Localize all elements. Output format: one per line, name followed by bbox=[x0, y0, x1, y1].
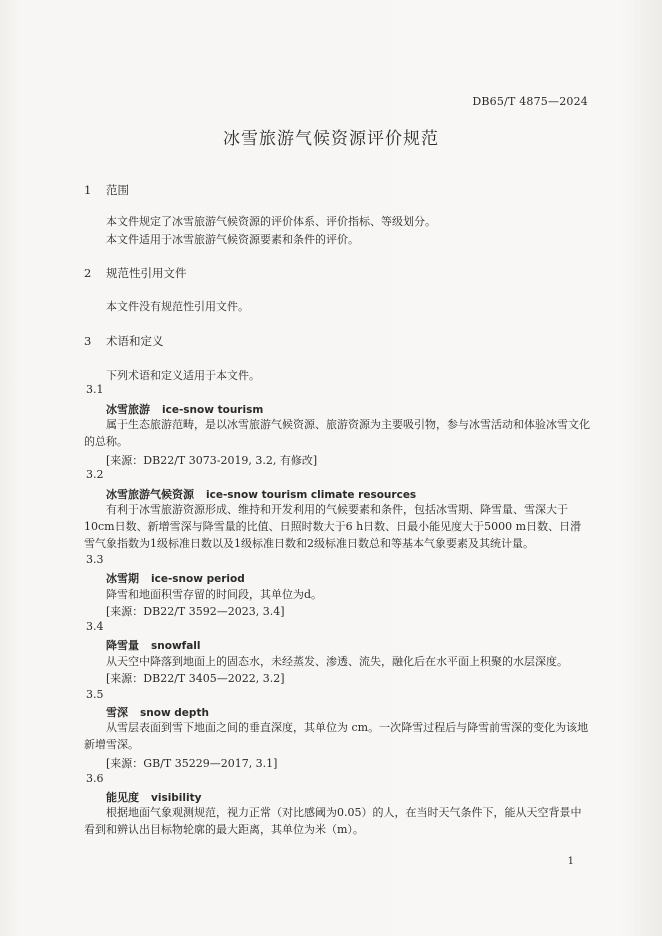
section-3-para-1: 下列术语和定义适用于本文件。 bbox=[106, 369, 260, 382]
term-definition: 降雪和地面积雪存留的时间段，其单位为d。 bbox=[106, 588, 323, 601]
term-number: 3.5 bbox=[86, 688, 104, 701]
term-heading: 冰雪旅游气候资源 ice-snow tourism climate resources bbox=[106, 488, 417, 501]
document-title: 冰雪旅游气候资源评价规范 bbox=[223, 129, 439, 149]
term-definition: 从天空中降落到地面上的固态水，未经蒸发、渗透、流失，融化后在水平面上积聚的水层深度。 bbox=[106, 655, 568, 668]
term-definition: 根据地面气象观测规范，视力正常（对比感阈为0.05）的人，在当时天气条件下，能从天空背景中看到和辨认出目标物轮廓的最大距离，其单位为米（m）。 bbox=[84, 806, 582, 836]
term-heading: 冰雪期 ice-snow period bbox=[106, 572, 245, 585]
section-1-para-1: 本文件规定了冰雪旅游气候资源的评价体系、评价指标、等级划分。 bbox=[106, 215, 436, 228]
term-heading: 能见度 visibility bbox=[106, 791, 202, 804]
term-definition: 有利于冰雪旅游资源形成、维持和开发利用的气候要素和条件，包括冰雪期、降雪量、雪深大于10cm日数、新增雪深与降雪量的比值、日照时数大于6 h日数、日最小能见度大于5000 m日数、日滑雪气象指数为1级标准日数以及1级标准日数和2级标准日数总和等基本气象要素及其统计量。 bbox=[84, 503, 582, 550]
term-definition: 从雪层表面到雪下地面之间的垂直深度，其单位为 cm。一次降雪过程后与降雪前雪深的变化为该地新增雪深。 bbox=[84, 721, 589, 751]
term-source: [来源：DB22/T 3592—2023, 3.4] bbox=[106, 605, 285, 618]
term-source: [来源：GB/T 35229—2017, 3.1] bbox=[106, 757, 278, 770]
term-definition: 属于生态旅游范畴，是以冰雪旅游气候资源、旅游资源为主要吸引物，参与冰雪活动和体验冰雪文化的总称。 bbox=[84, 418, 590, 448]
section-1-para-2: 本文件适用于冰雪旅游气候资源要素和条件的评价。 bbox=[106, 233, 359, 246]
page-number: 1 bbox=[567, 856, 574, 867]
term-heading: 冰雪旅游 ice-snow tourism bbox=[106, 403, 264, 416]
term-number: 3.4 bbox=[86, 620, 104, 633]
section-heading-3: 3 术语和定义 bbox=[84, 334, 164, 348]
term-number: 3.3 bbox=[86, 553, 104, 566]
term-source: [来源：DB22/T 3073-2019, 3.2, 有修改] bbox=[106, 454, 318, 467]
standard-number: DB65/T 4875—2024 bbox=[472, 95, 588, 108]
term-number: 3.6 bbox=[86, 772, 104, 785]
term-heading: 雪深 snow depth bbox=[106, 706, 209, 719]
section-2-para-1: 本文件没有规范性引用文件。 bbox=[106, 300, 249, 313]
section-heading-2: 2 规范性引用文件 bbox=[84, 266, 187, 280]
section-heading-1: 1 范围 bbox=[84, 183, 129, 197]
term-heading: 降雪量 snowfall bbox=[106, 639, 201, 652]
term-number: 3.1 bbox=[86, 383, 104, 396]
term-number: 3.2 bbox=[86, 468, 104, 481]
term-source: [来源：DB22/T 3405—2022, 3.2] bbox=[106, 672, 285, 685]
